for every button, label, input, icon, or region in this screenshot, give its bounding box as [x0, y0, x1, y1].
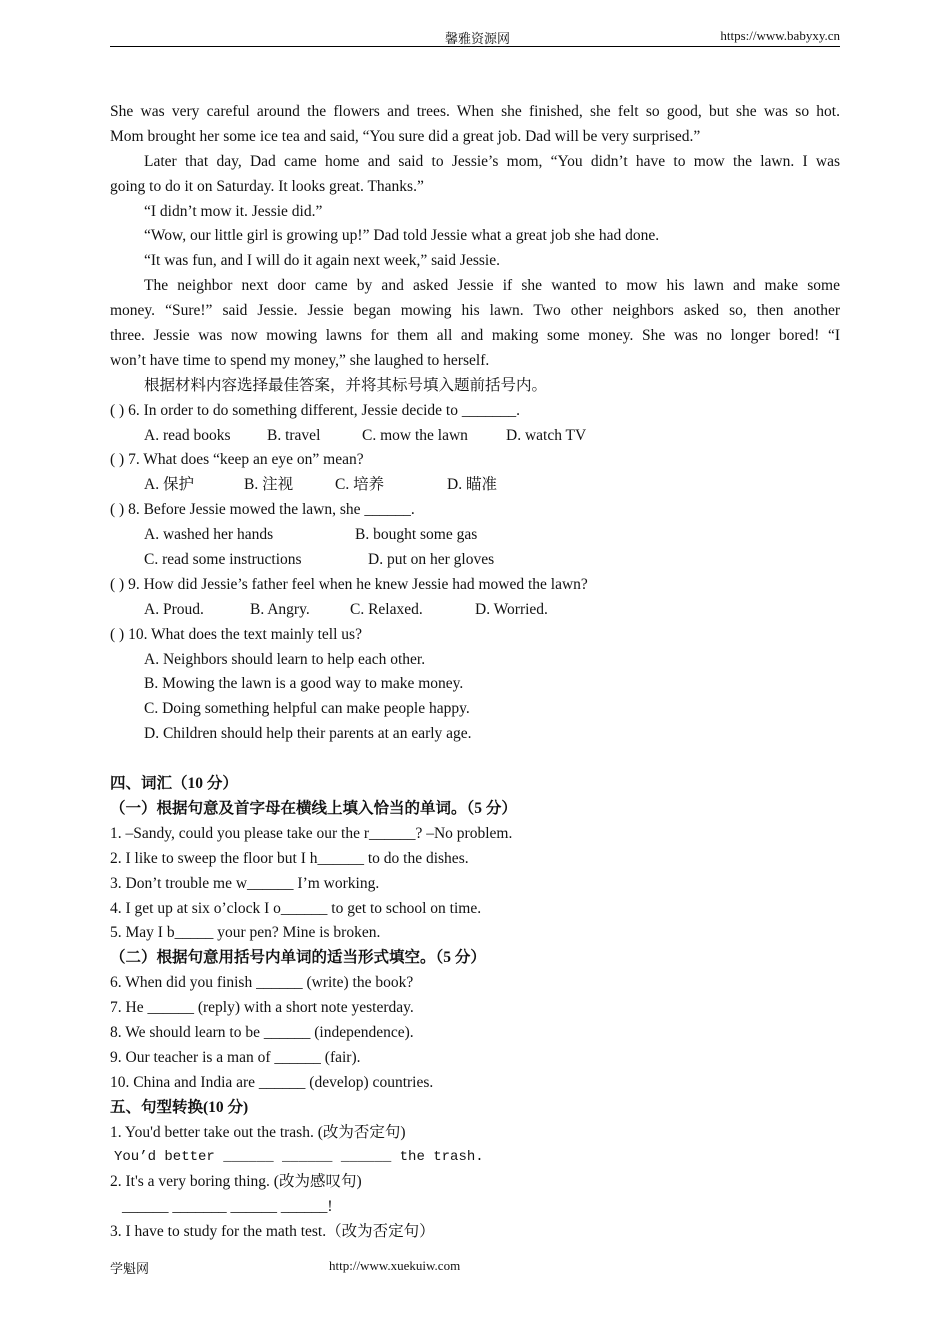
- section-4-title: 四、词汇（10 分）: [110, 775, 238, 793]
- option: C. read some instructions: [144, 551, 302, 569]
- transform-answer-line: You’d better ______ ______ ______ the trash.: [114, 1149, 484, 1166]
- option: C. Doing something helpful can make people happy.: [144, 700, 470, 718]
- header-site-name: 馨雅资源网: [445, 31, 511, 46]
- passage-line: “It was fun, and I will do it again next week,” said Jessie.: [144, 252, 500, 270]
- question-9: ( ) 9. How did Jessie’s father feel when he knew Jessie had mowed the lawn?: [110, 575, 588, 593]
- footer-site-name: 学魁网: [110, 1261, 150, 1276]
- section-4-part1-title: （一）根据句意及首字母在横线上填入恰当的单词。（5 分）: [110, 799, 517, 817]
- fill-item: 3. Don’t trouble me w______ I’m working.: [110, 874, 380, 892]
- transform-item: 2. It's a very boring thing. (改为感叹句): [110, 1173, 362, 1191]
- option: C. 培养: [335, 476, 385, 494]
- option: B. bought some gas: [355, 526, 478, 544]
- fill-item: 4. I get up at six o’clock I o______ to get to school on time.: [110, 899, 482, 917]
- question-6-options: [110, 424, 840, 449]
- instruction: 根据材料内容选择最佳答案，并将其标号填入题前括号内。: [144, 376, 548, 394]
- fill-item: 1. –Sandy, could you please take our the r______? –No problem.: [110, 824, 513, 842]
- passage-line: going to do it on Saturday. It looks great. Thanks.”: [110, 177, 424, 195]
- option: C. Relaxed.: [350, 600, 423, 618]
- option: A. read books: [144, 426, 231, 444]
- question-8-options: [110, 548, 840, 573]
- passage-line: Later that day, Dad came home and said to Jessie’s mom, “You didn’t have to mow the lawn. I was: [144, 152, 840, 170]
- document-body: [110, 100, 840, 1245]
- question-9-options: [110, 598, 840, 623]
- option: D. Worried.: [475, 600, 548, 618]
- option: B. travel: [267, 426, 321, 444]
- question-6: ( ) 6. In order to do something different, Jessie decide to _______.: [110, 401, 520, 419]
- question-8: ( ) 8. Before Jessie mowed the lawn, she ______.: [110, 501, 415, 519]
- option: D. 瞄准: [447, 476, 497, 494]
- passage-line: won’t have time to spend my money,” she laughed to herself.: [110, 351, 490, 369]
- option: A. Neighbors should learn to help each other.: [144, 650, 426, 668]
- passage-line: “I didn’t mow it. Jessie did.”: [144, 202, 323, 220]
- passage-line: Mom brought her some ice tea and said, “You sure did a great job. Dad will be very surprised.”: [110, 127, 701, 145]
- option: A. Proud.: [144, 600, 204, 618]
- fill-item: 5. May I b_____ your pen? Mine is broken.: [110, 924, 381, 942]
- passage-line: three. Jessie was now mowing lawns for them all and making some money. She was no longer bored! “I: [110, 327, 840, 345]
- page-header: [110, 26, 840, 47]
- fill-item: 10. China and India are ______ (develop) countries.: [110, 1073, 434, 1091]
- header-url[interactable]: https://www.babyxy.cn: [720, 28, 840, 43]
- question-8-options: [110, 523, 840, 548]
- fill-item: 6. When did you finish ______ (write) the book?: [110, 974, 414, 992]
- option: D. watch TV: [506, 426, 587, 444]
- footer-url[interactable]: http://www.xuekuiw.com: [329, 1258, 461, 1273]
- fill-item: 9. Our teacher is a man of ______ (fair).: [110, 1048, 361, 1066]
- passage-line: She was very careful around the flowers and trees. When she finished, she felt so good, but she was so hot.: [110, 103, 840, 120]
- question-7-options: [110, 473, 840, 498]
- option: D. put on her gloves: [368, 551, 495, 569]
- transform-item: 3. I have to study for the math test.（改为否定句）: [110, 1223, 435, 1241]
- option: B. Angry.: [250, 600, 310, 618]
- passage-line: money. “Sure!” said Jessie. Jessie began mowing his lawn. Two other neighbors asked so, then another: [110, 302, 840, 320]
- fill-item: 8. We should learn to be ______ (independence).: [110, 1023, 414, 1041]
- option: B. 注视: [244, 476, 294, 494]
- passage-line: The neighbor next door came by and asked Jessie if she wanted to mow his lawn and make some: [144, 277, 840, 295]
- section-4-part2-title: （二）根据句意用括号内单词的适当形式填空。（5 分）: [110, 949, 486, 967]
- fill-item: 7. He ______ (reply) with a short note yesterday.: [110, 999, 414, 1017]
- question-10: ( ) 10. What does the text mainly tell us?: [110, 625, 362, 643]
- option: D. Children should help their parents at an early age.: [144, 725, 472, 743]
- option: A. washed her hands: [144, 526, 274, 544]
- question-7: ( ) 7. What does “keep an eye on” mean?: [110, 451, 364, 469]
- option: A. 保护: [144, 476, 194, 494]
- transform-item: 1. You'd better take out the trash. (改为否定句): [110, 1123, 406, 1141]
- passage-line: “Wow, our little girl is growing up!” Dad told Jessie what a great job she had done.: [144, 227, 660, 245]
- fill-item: 2. I like to sweep the floor but I h______ to do the dishes.: [110, 849, 469, 867]
- option: C. mow the lawn: [362, 426, 468, 444]
- option: B. Mowing the lawn is a good way to make money.: [144, 675, 464, 693]
- section-5-title: 五、句型转换(10 分): [110, 1098, 249, 1116]
- transform-answer-line: ______ _______ ______ ______!: [122, 1198, 333, 1216]
- spacer: [110, 747, 840, 772]
